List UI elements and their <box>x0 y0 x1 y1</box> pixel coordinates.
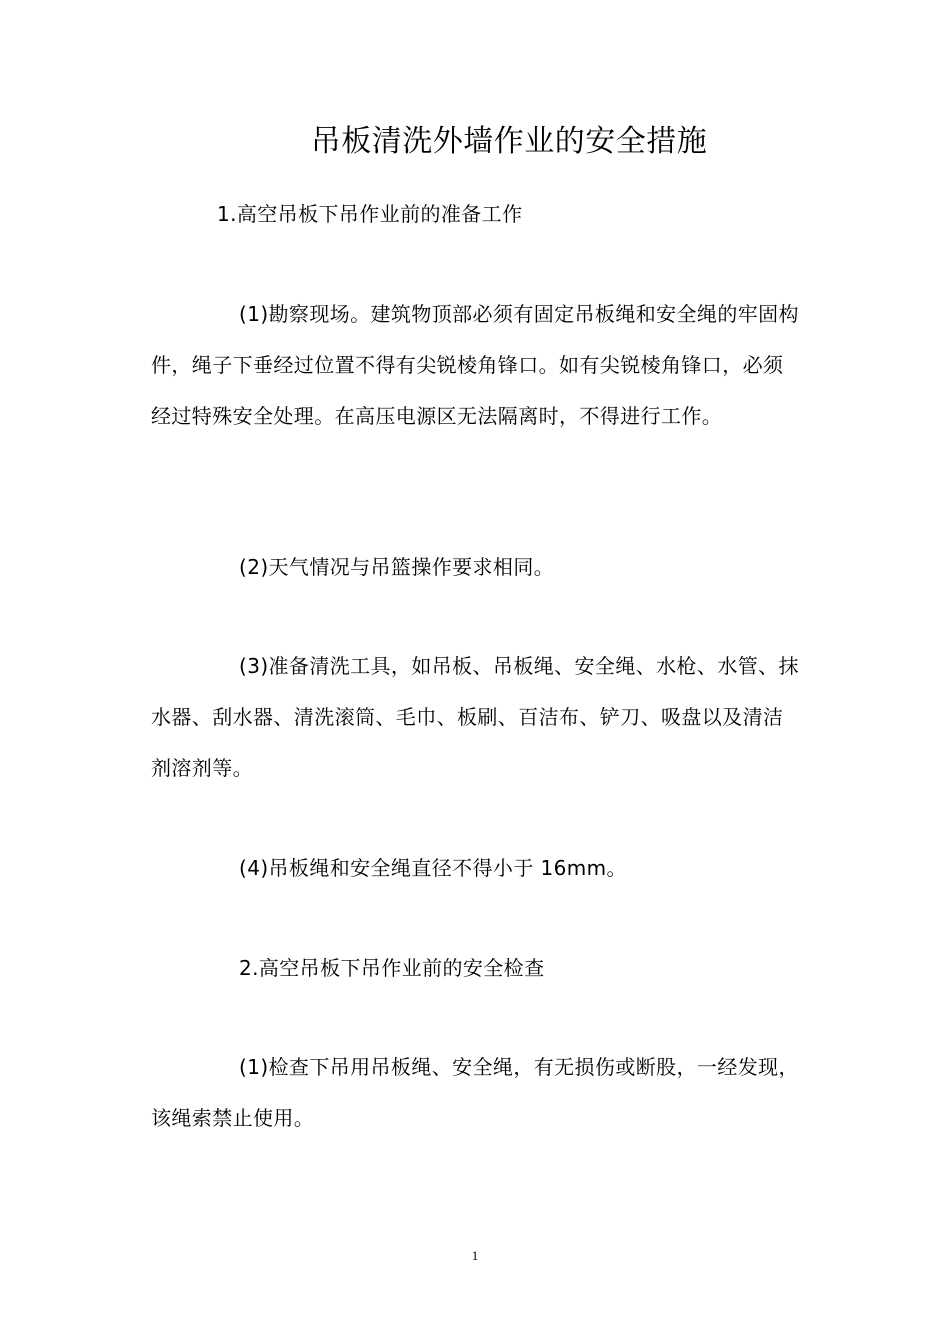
section-heading-1: 1.高空吊板下吊作业前的准备工作 <box>217 202 523 226</box>
paragraph-2-1: (1)检查下吊用吊板绳、安全绳，有无损伤或断股，一经发现，该绳索禁止使用。 <box>151 1055 799 1130</box>
page-number: 1 <box>471 1248 479 1263</box>
paragraph-1-4: (4)吊板绳和安全绳直径不得小于 16mm。 <box>239 856 627 880</box>
document-title: 吊板清洗外墙作业的安全措施 <box>310 124 708 159</box>
paragraph-1-3: (3)准备清洗工具，如吊板、吊板绳、安全绳、水枪、水管、抹水器、刮水器、清洗滚筒、毛巾、板刷、百洁布、铲刀、吸盘以及清洁剂溶剂等。 <box>151 654 799 780</box>
paragraph-1-2: (2)天气情况与吊篮操作要求相同。 <box>239 555 555 579</box>
paragraph-1-1: (1)勘察现场。建筑物顶部必须有固定吊板绳和安全绳的牢固构件，绳子下垂经过位置不得有尖锐棱角锋口。如有尖锐棱角锋口，必须经过特殊安全处理。在高压电源区无法隔离时，不得进行工作。 <box>151 302 799 428</box>
section-heading-2: 2.高空吊板下吊作业前的安全检查 <box>239 956 545 980</box>
